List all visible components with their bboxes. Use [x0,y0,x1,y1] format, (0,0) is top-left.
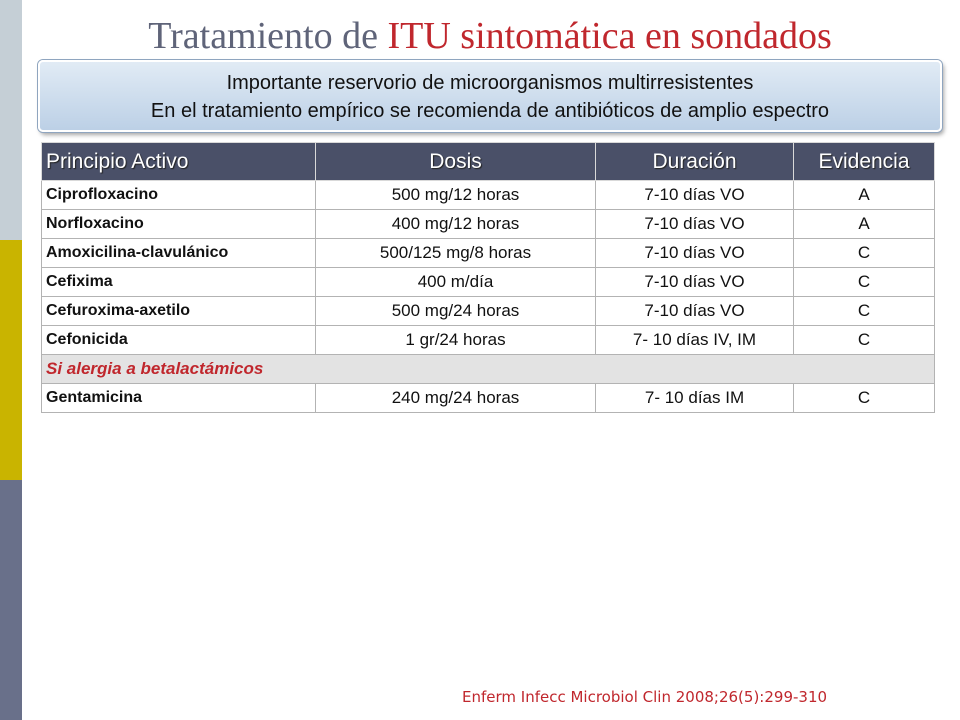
cell-evidencia: C [794,384,935,413]
cell-dosis: 500 mg/24 horas [316,297,596,326]
cell-principio-activo: Cefixima [42,268,316,297]
side-bar-top [0,0,22,240]
header-principio-activo: Principio Activo [42,143,316,181]
header-evidencia: Evidencia [794,143,935,181]
cell-dosis: 1 gr/24 horas [316,326,596,355]
cell-duracion: 7- 10 días IV, IM [596,326,794,355]
slide-title-part-1: Tratamiento de [148,15,388,57]
side-bar-middle [0,240,22,480]
cell-dosis: 240 mg/24 horas [316,384,596,413]
table-row [42,297,935,326]
slide-title [40,12,940,60]
cell-principio-activo: Amoxicilina-clavulánico [42,239,316,268]
cell-evidencia: A [794,181,935,210]
cell-duracion: 7-10 días VO [596,181,794,210]
cell-evidencia: C [794,297,935,326]
section-label-allergy: Si alergia a betalactámicos [42,355,935,384]
citation: Enferm Infecc Microbiol Clin 2008;26(5):299-310 [462,688,828,706]
cell-duracion: 7- 10 días IM [596,384,794,413]
banner-line-1: Importante reservorio de microorganismos multirresistentes [226,72,754,94]
cell-duracion: 7-10 días VO [596,268,794,297]
table-row [42,210,935,239]
cell-evidencia: C [794,239,935,268]
table-row [42,181,935,210]
banner-line-2: En el tratamiento empírico se recomienda de antibióticos de amplio espectro [150,100,830,122]
cell-dosis: 500 mg/12 horas [316,181,596,210]
table-row [42,384,935,413]
section-row-allergy [42,355,935,384]
cell-principio-activo: Gentamicina [42,384,316,413]
cell-evidencia: C [794,268,935,297]
cell-duracion: 7-10 días VO [596,210,794,239]
side-bar-bottom [0,480,22,720]
antibiotic-table [41,142,935,413]
header-duracion: Duración [596,143,794,181]
slide-title-part-2: ITU sintomática en sondados [387,15,832,57]
cell-duracion: 7-10 días VO [596,239,794,268]
cell-evidencia: C [794,326,935,355]
info-banner [38,60,942,132]
table-header-row [42,143,935,181]
cell-dosis: 400 m/día [316,268,596,297]
table-row [42,239,935,268]
header-dosis: Dosis [316,143,596,181]
cell-principio-activo: Norfloxacino [42,210,316,239]
cell-evidencia: A [794,210,935,239]
cell-dosis: 500/125 mg/8 horas [316,239,596,268]
cell-principio-activo: Cefonicida [42,326,316,355]
table-row [42,268,935,297]
cell-duracion: 7-10 días VO [596,297,794,326]
cell-principio-activo: Ciprofloxacino [42,181,316,210]
cell-dosis: 400 mg/12 horas [316,210,596,239]
cell-principio-activo: Cefuroxima-axetilo [42,297,316,326]
table-row [42,326,935,355]
